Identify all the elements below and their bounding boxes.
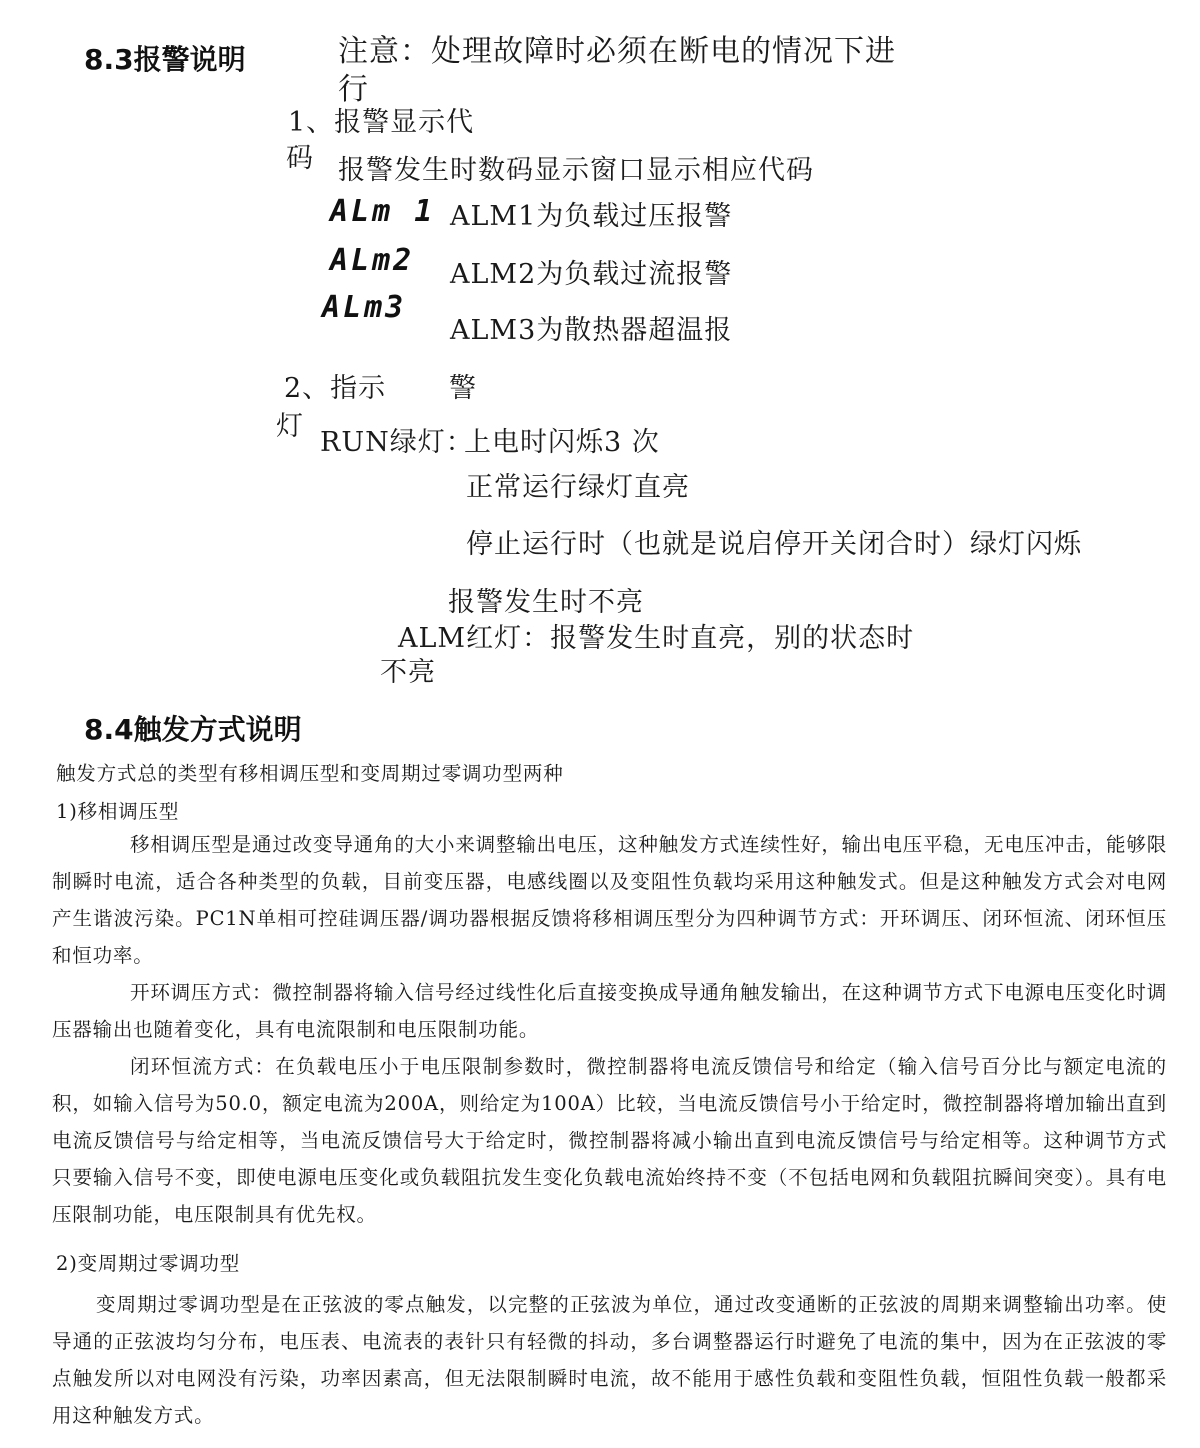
alm-line1: ALM红灯：报警发生时直亮，别的状态时	[398, 623, 915, 654]
notice-line1: 注意：处理故障时必须在断电的情况下进	[338, 34, 896, 69]
subsection-1-title: 1)移相调压型	[56, 800, 180, 823]
alarm-code-1: ALm 1	[330, 194, 436, 229]
item1-line2: 码	[286, 143, 314, 174]
run-label: RUN绿灯：	[320, 427, 474, 458]
alarm-code-2: ALm2	[330, 243, 415, 278]
alarm-code-3: ALm3	[322, 290, 407, 325]
item1-line1: 1、报警显示代	[288, 107, 475, 138]
item1-desc: 报警发生时数码显示窗口显示相应代码	[338, 155, 814, 186]
subsection-1-body	[52, 826, 1167, 1233]
run-desc-1: 上电时闪烁3 次	[464, 427, 660, 458]
section-8-4-intro: 触发方式总的类型有移相调压型和变周期过零调功型两种	[56, 762, 564, 785]
paragraph-closed-loop-current: 闭环恒流方式：在负载电压小于电压限制参数时，微控制器将电流反馈信号和给定（输入信号百分比与额定电流的积，如输入信号为50.0，额定电流为200A，则给定为100A）比较，当电流反馈信号小于给定时，微控制器将增加输出直到电流反馈信号与给定相等，当电流反馈信号大于给定时，微控制器将减小输出直到电流反馈信号与给定相等。这种调节方式只要输入信号不变，即使电源电压变化或负载阻抗发生变化负载电流始终持不变（不包括电网和负载阻抗瞬间突变）。具有电压限制功能，电压限制具有优先权。	[52, 1055, 1167, 1226]
run-desc-2: 正常运行绿灯直亮	[466, 472, 690, 503]
notice-line2: 行	[338, 72, 369, 107]
paragraph-zero-crossing: 变周期过零调功型是在正弦波的零点触发，以完整的正弦波为单位，通过改变通断的正弦波的周期来调整输出功率。使导通的正弦波均匀分布，电压表、电流表的表针只有轻微的抖动，多台调整器运行时避免了电流的集中，因为在正弦波的零点触发所以对电网没有污染，功率因素高，但无法限制瞬时电流，故不能用于感性负载和变阻性负载，恒阻性负载一般都采用这种触发方式。	[52, 1293, 1167, 1427]
run-desc-3: 停止运行时（也就是说启停开关闭合时）绿灯闪烁	[466, 529, 1082, 560]
alarm-desc-1: ALM1为负载过压报警	[450, 201, 733, 232]
alm-line2: 不亮	[380, 657, 436, 688]
item2-label-wrap: 灯	[276, 411, 304, 442]
alarm-desc-2: ALM2为负载过流报警	[450, 259, 733, 290]
run-desc-4: 报警发生时不亮	[448, 587, 644, 618]
section-8-3-title: 8.3报警说明	[84, 43, 246, 76]
alarm-desc-3: ALM3为散热器超温报	[450, 315, 733, 346]
subsection-2-body	[52, 1286, 1167, 1434]
item2-label-tail: 警	[449, 373, 477, 404]
subsection-2-title: 2)变周期过零调功型	[56, 1252, 241, 1275]
section-8-4-title: 8.4触发方式说明	[84, 713, 302, 746]
item2-label: 2、指示	[284, 373, 387, 404]
paragraph-open-loop: 开环调压方式：微控制器将输入信号经过线性化后直接变换成导通角触发输出，在这种调节方式下电源电压变化时调压器输出也随着变化，具有电流限制和电压限制功能。	[52, 981, 1167, 1041]
paragraph-phase-shift: 移相调压型是通过改变导通角的大小来调整输出电压，这种触发方式连续性好，输出电压平稳，无电压冲击，能够限制瞬时电流，适合各种类型的负载，目前变压器，电感线圈以及变阻性负载均采用这种触发式。但是这种触发方式会对电网产生谐波污染。PC1N单相可控硅调压器/调功器根据反馈将移相调压型分为四种调节方式：开环调压、闭环恒流、闭环恒压和恒功率。	[52, 833, 1167, 967]
